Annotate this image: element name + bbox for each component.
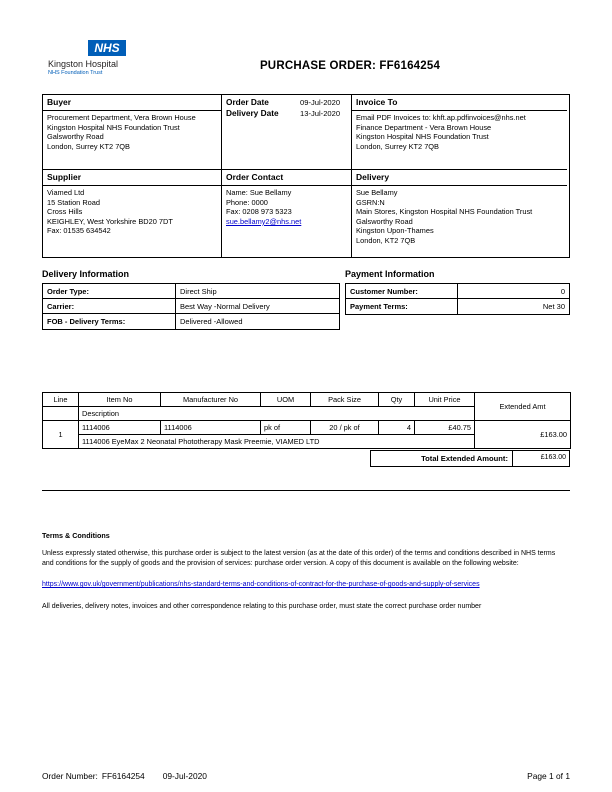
- col-header-pack-size: Pack Size: [311, 393, 379, 407]
- invoice-to-line: Finance Department - Vera Brown House: [356, 122, 492, 132]
- contact-name-line: Name: Sue Bellamy: [226, 188, 292, 197]
- terms-note: All deliveries, delivery notes, invoices and other correspondence relating to this purchase order, must state the correct purchase order number: [42, 603, 482, 610]
- col-header-line: Line: [43, 393, 79, 407]
- delivery-header: Delivery: [352, 170, 567, 186]
- total-extended-row: [370, 450, 570, 467]
- item-description: 1114006 EyeMax 2 Neonatal Phototherapy Mask Preemie, VIAMED LTD: [79, 435, 475, 449]
- order-header-table: [42, 94, 570, 258]
- footer-page-indicator: Page 1 of 1: [527, 771, 570, 781]
- col-header-unit-price: Unit Price: [415, 393, 475, 407]
- contact-email-link[interactable]: sue.bellamy2@nhs.net: [226, 216, 302, 226]
- delivery-line: London, KT2 7QB: [356, 235, 416, 245]
- footer-order-number: FF6164254: [101, 771, 145, 781]
- buyer-address-line: London, Surrey KT2 7QB: [47, 141, 130, 151]
- order-type-value: Direct Ship: [180, 287, 217, 296]
- delivery-line: Galsworthy Road: [356, 216, 413, 226]
- terms-title: Terms & Conditions: [42, 531, 110, 540]
- delivery-info-row: [43, 314, 339, 329]
- contact-phone-line: Phone: 0000: [226, 197, 268, 207]
- buyer-header: Buyer: [43, 95, 221, 111]
- delivery-info-row: [43, 284, 339, 299]
- line-items-header-row: [43, 393, 571, 407]
- carrier-value: Best Way -Normal Delivery: [180, 302, 270, 311]
- page-title: PURCHASE ORDER: FF6164254: [259, 60, 441, 72]
- delivery-line: Kingston Upon-Thames: [356, 226, 434, 236]
- supplier-address-line: KEIGHLEY, West Yorkshire BD20 7DT: [47, 216, 173, 226]
- item-extended-amt: £163.00: [475, 421, 571, 449]
- delivery-line: Main Stores, Kingston Hospital NHS Foundation Trust: [356, 207, 533, 217]
- blank-cell: [43, 407, 79, 421]
- col-header-manufacturer-no: Manufacturer No: [161, 393, 261, 407]
- delivery-cell: [352, 170, 567, 257]
- logo-org-name: Kingston Hospital: [48, 59, 119, 69]
- invoice-to-line: London, Surrey KT2 7QB: [356, 141, 439, 151]
- delivery-date-value: 13-Jul-2020: [300, 109, 341, 118]
- item-uom: pk of: [261, 421, 311, 435]
- supplier-header: Supplier: [43, 170, 221, 186]
- payment-terms-label: Payment Terms:: [346, 299, 458, 314]
- invoice-to-cell: [352, 95, 567, 170]
- payment-information-table: [345, 283, 570, 315]
- order-type-label: Order Type:: [43, 284, 176, 298]
- item-qty: 4: [379, 421, 415, 435]
- buyer-address-line: Procurement Department, Vera Brown House: [47, 113, 196, 122]
- fob-terms-value: Delivered -Allowed: [180, 317, 243, 326]
- item-pack-size: 20 / pk of: [311, 421, 379, 435]
- buyer-cell: [43, 95, 222, 170]
- col-header-item-no: Item No: [79, 393, 161, 407]
- contact-fax-line: Fax: 0208 973 5323: [226, 207, 292, 217]
- line-items-table: [42, 392, 571, 449]
- supplier-address-line: 15 Station Road: [47, 197, 101, 207]
- footer-date: 09-Jul-2020: [162, 771, 207, 781]
- supplier-address-line: Viamed Ltd: [47, 188, 85, 197]
- supplier-cell: [43, 170, 222, 257]
- delivery-date-label: Delivery Date: [226, 108, 279, 118]
- terms-paragraph: Unless expressly stated otherwise, this purchase order is subject to the latest version (as at the date of this order) of the terms and conditions described in NHS terms and conditions for the supply of goods and the provision of services: purchase order version. A copy of this document is available on the following website:: [42, 550, 556, 567]
- item-no: 1114006: [79, 421, 161, 435]
- footer-order-number-label: Order Number:: [42, 771, 98, 781]
- delivery-line: Sue Bellamy: [356, 188, 398, 197]
- order-contact-cell: [222, 170, 352, 257]
- buyer-address-line: Galsworthy Road: [47, 132, 104, 142]
- item-line-number: 1: [43, 421, 79, 449]
- order-contact-header: Order Contact: [222, 170, 351, 186]
- supplier-fax-line: Fax: 01535 634542: [47, 226, 111, 236]
- nhs-logo: [48, 40, 126, 76]
- payment-terms-value: Net 30: [542, 302, 565, 311]
- col-header-extended-amt: Extended Amt: [475, 393, 571, 421]
- logo-org-subtitle: NHS Foundation Trust: [48, 70, 103, 76]
- delivery-line: GSRN:N: [356, 197, 385, 207]
- carrier-label: Carrier:: [43, 299, 176, 313]
- order-dates-cell: [222, 95, 352, 170]
- item-unit-price: £40.75: [415, 421, 475, 435]
- delivery-information-title: Delivery Information: [42, 269, 130, 279]
- invoice-to-header: Invoice To: [352, 95, 567, 111]
- payment-information-title: Payment Information: [345, 269, 435, 279]
- invoice-to-line: Email PDF Invoices to: khft.ap.pdfinvoices@nhs.net: [356, 113, 526, 122]
- total-extended-label: Total Extended Amount:: [370, 450, 513, 467]
- customer-number-value: 0: [560, 287, 565, 296]
- payment-info-row: [346, 299, 569, 314]
- col-header-description: Description: [79, 407, 475, 421]
- payment-info-row: [346, 284, 569, 299]
- customer-number-label: Customer Number:: [346, 284, 458, 298]
- fob-terms-label: FOB - Delivery Terms:: [43, 314, 176, 329]
- terms-website-link[interactable]: https://www.gov.uk/government/publications/nhs-standard-terms-and-conditions-of-contract-for-the-purchase-of-goods-and-supply-of-services: [42, 581, 480, 588]
- item-manufacturer-no: 1114006: [161, 421, 261, 435]
- supplier-address-line: Cross Hills: [47, 207, 83, 217]
- nhs-logo-icon: NHS: [88, 40, 126, 56]
- total-extended-value: £163.00: [513, 450, 570, 467]
- delivery-info-row: [43, 299, 339, 314]
- delivery-information-table: [42, 283, 340, 330]
- invoice-to-line: Kingston Hospital NHS Foundation Trust: [356, 132, 489, 142]
- section-divider: [42, 490, 570, 491]
- terms-and-conditions-section: [42, 531, 556, 612]
- order-date-value: 09-Jul-2020: [300, 98, 341, 107]
- col-header-uom: UOM: [261, 393, 311, 407]
- order-date-label: Order Date: [226, 97, 269, 107]
- buyer-address-line: Kingston Hospital NHS Foundation Trust: [47, 122, 180, 132]
- col-header-qty: Qty: [379, 393, 415, 407]
- page-footer: [42, 771, 570, 781]
- line-item-row: [43, 421, 571, 435]
